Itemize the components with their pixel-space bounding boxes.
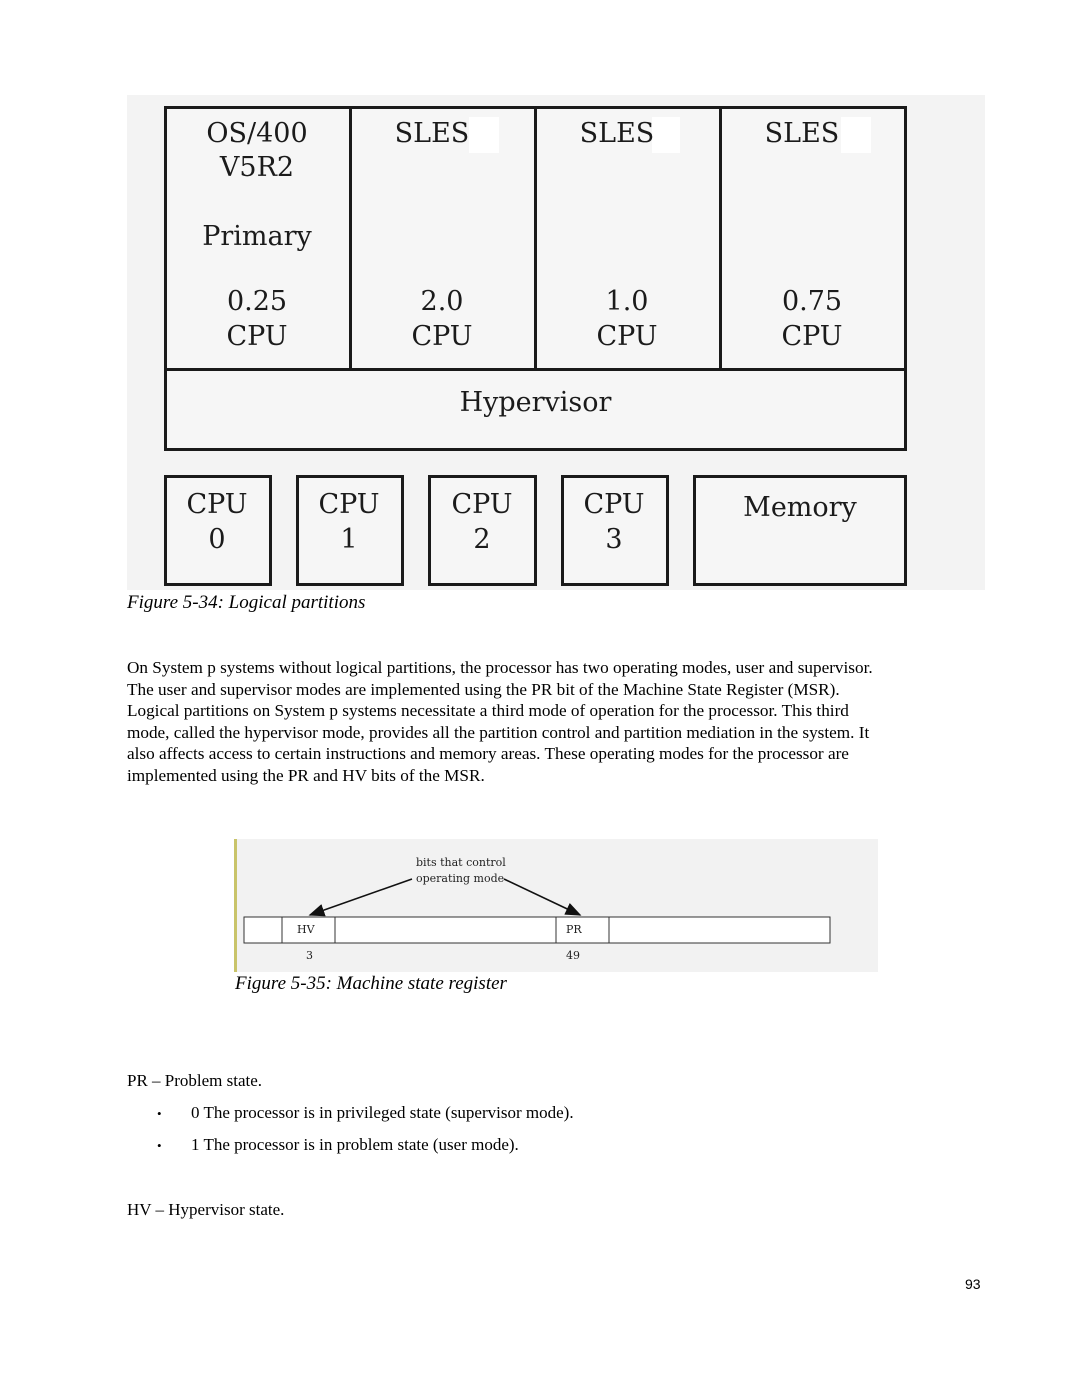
- paragraph-line: implemented using the PR and HV bits of the MSR.: [127, 765, 485, 785]
- partition-cpu-label: CPU: [411, 321, 473, 352]
- resource-label: CPU: [186, 489, 248, 520]
- resource-number: 2: [473, 524, 491, 555]
- partition-cpu-value: 0.75: [781, 286, 843, 317]
- annotation-line-2: operating mode: [416, 872, 505, 885]
- paragraph-line: Logical partitions on System p systems necessitate a third mode of operation for the processor. This third: [127, 701, 849, 721]
- body-paragraph: [127, 657, 977, 787]
- hv-bit-number: 3: [306, 949, 313, 962]
- partition-role-label: Primary: [202, 221, 312, 252]
- register-bar: [244, 917, 830, 943]
- hv-heading: HV – Hypervisor state.: [127, 1200, 285, 1219]
- paragraph-line: mode, called the hypervisor mode, provides all the partition control and partition mediation in the system. It: [127, 722, 870, 742]
- resource-number: 3: [605, 524, 623, 555]
- resource-label: CPU: [583, 489, 645, 520]
- partition-os-label: SLES: [579, 118, 655, 149]
- bullet-marker: •: [157, 1106, 162, 1121]
- hv-bit-label: HV: [297, 923, 315, 936]
- bullet-marker: •: [157, 1138, 162, 1153]
- partition-cpu-value: 1.0: [605, 286, 649, 317]
- arrow-to-hv: [310, 879, 412, 915]
- pr-heading: PR – Problem state.: [127, 1071, 263, 1090]
- arrow-to-pr: [504, 879, 580, 915]
- logical-partitions-figure: [127, 95, 985, 590]
- page-number: 93: [965, 1276, 981, 1292]
- partition-os-version: V5R2: [219, 152, 295, 183]
- resource-label: CPU: [318, 489, 380, 520]
- figure-caption: Figure 5-35: Machine state register: [235, 973, 507, 994]
- pr-bit-label: PR: [566, 923, 582, 936]
- partition-cpu-value: 0.25: [226, 286, 288, 317]
- partition-cpu-value: 2.0: [420, 286, 464, 317]
- partition-os-label: SLES: [394, 118, 470, 149]
- resource-label: Memory: [743, 492, 857, 523]
- hypervisor-label: Hypervisor: [459, 387, 612, 418]
- figure-caption: Figure 5-34: Logical partitions: [127, 592, 366, 613]
- partition-os-label: OS/400: [206, 118, 308, 149]
- paragraph-line: also affects access to certain instructions and memory areas. These operating modes for the processor are: [127, 744, 849, 764]
- partition-cpu-label: CPU: [226, 321, 288, 352]
- partition-os-label: SLES: [764, 118, 840, 149]
- partition-cpu-label: CPU: [781, 321, 843, 352]
- list-item: 0 The processor is in privileged state (supervisor mode).: [191, 1103, 574, 1122]
- paragraph-line: On System p systems without logical partitions, the processor has two operating modes, user and supervisor.: [127, 658, 873, 677]
- paragraph-line: The user and supervisor modes are implemented using the PR bit of the Machine State Register (MSR).: [127, 679, 840, 699]
- resource-number: 0: [208, 524, 226, 555]
- pr-bit-number: 49: [566, 949, 580, 962]
- resource-number: 1: [340, 524, 358, 555]
- resource-label: CPU: [451, 489, 513, 520]
- list-item: 1 The processor is in problem state (user mode).: [191, 1135, 519, 1154]
- annotation-line-1: bits that control: [416, 856, 506, 869]
- partition-cpu-label: CPU: [596, 321, 658, 352]
- msr-diagram: [234, 839, 878, 972]
